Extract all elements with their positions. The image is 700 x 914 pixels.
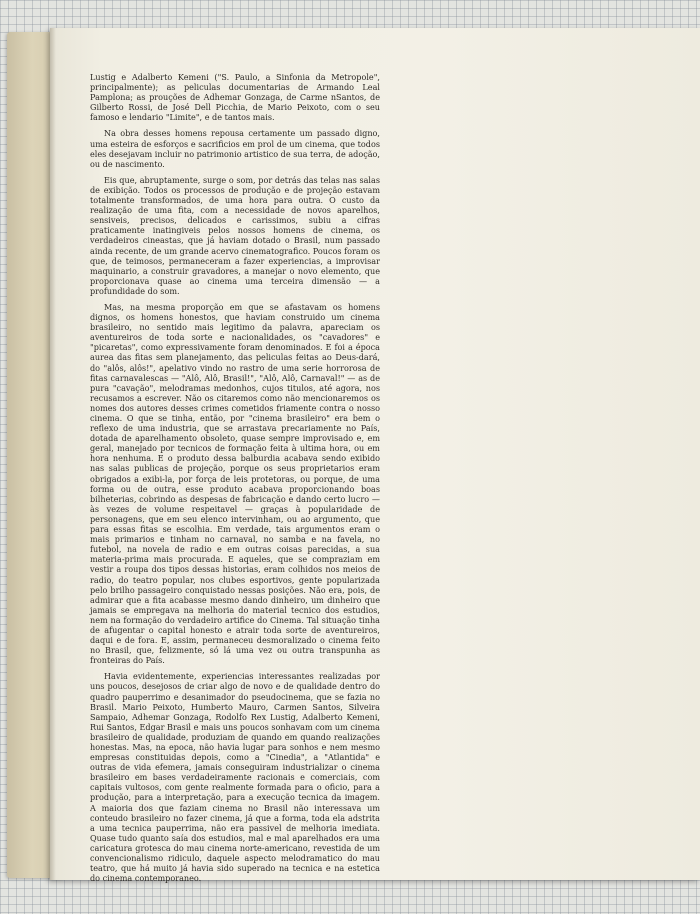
- page-edge-shadow: [50, 28, 56, 880]
- paragraph-3: Eis que, abruptamente, surge o som, por detrás das telas nas salas de exibição. Todos os processos de produção e de projeção estavam totalmente transformados, de uma hora para outra. O custo da realização de uma fita, com a necessidade de novos aparelhos, sensiveis, precisos, delicados e carissimos, subiu a cifras praticamente inatingiveis pelos nossos homens de cinema, os verdadeiros cineastas, que já haviam dotado o Brasil, num passado ainda recente, de um grande acervo cinematografico. Poucos foram os que, de teimosos, permaneceram a fazer experiencias, a improvisar maquinario, a construir gravadores, a manejar o novo elemento, que proporcionava quase ao cinema uma terceira dimensão — a profundidade do som.: [90, 174, 380, 296]
- paragraph-2: Na obra desses homens repousa certamente um passado digno, uma esteira de esforços e sacrificios em prol de um cinema, que todos eles desejavam incluir no patrimonio artistico de sua terra, de adoção, ou de nascimento.: [90, 128, 380, 169]
- text-column: [90, 72, 380, 889]
- paragraph-4: Mas, na mesma proporção em que se afastavam os homens dignos, os homens honestos, que haviam construido um cinema brasileiro, no sentido mais legitimo da palavra, apareciam os aventureiros de toda sorte e nacionalidades, os "cavadores" e "picaretas", como expressivamente foram denominados. E foi a época aurea das fitas sem planejamento, das peliculas feitas ao Deus-dará, do "alôs, alôs!", apelativo vindo no rastro de uma serie horrorosa de fitas carnavalescas — "Alô, Alô, Brasil!", "Alô, Alô, Carnaval!" — as de pura "cavação", melodramas medonhos, cujos titulos, até agora, nos recusamos a escrever. Não os citaremos como não mencionaremos os nomes dos autores desses crimes cometidos friamente contra o nosso cinema. O que se tinha, então, por "cinema brasileiro" era bem o reflexo de uma industria, que se arrastava precariamente no País, dotada de aparelhamento obsoleto, quase sempre improvisado e, em geral, manejado por tecnicos de formação feita à ultima hora, ou em hora nenhuma. E o produto dessa balburdia acabava sendo exibido nas salas publicas de projeção, porque os seus proprietarios eram obrigados a exibi-la, por força de leis protetoras, ou porque, de uma forma ou de outra, esse produto acabava proporcionando boas bilheterias, cobrindo as despesas de fabricação e dando certo lucro — às vezes de volume respeitavel — graças à popularidade de personagens, que em seu elenco intervinham, ou ao argumento, que para essas fitas se escolhia. Em verdade, tais argumentos eram o mais primarios e tinham no carnaval, no samba e na favela, no futebol, na novela de radio e em outras coisas parecidas, a sua materia-prima mais procurada. E aqueles, que se compraziam em vestir a roupa dos tipos dessas historias, eram colhidos nos meios de radio, do teatro popular, nos clubes esportivos, gente popularizada pelo brilho passageiro conquistado nessas posições. Não era, pois, de admirar que a fita acabasse mesmo dando dinheiro, um dinheiro que jamais se empregava na melhoria do material tecnico dos estudios, nem na formação do verdadeiro artifice do Cinema. Tal situação tinha de afugentar o capital honesto e atrair toda sorte de aventureiros, daqui e de fora. E, assim, permaneceu desmoralizado o cinema feito no Brasil, que, felizmente, só lá uma vez ou outra transpunha as fronteiras do País.: [90, 301, 380, 666]
- paragraph-1: Lustig e Adalberto Kemeni ("S. Paulo, a Sinfonia da Metropole", principalmente); as peliculas documentarias de Armando Leal Pamplona; as prouções de Adhemar Gonzaga, de Carme nSantos, de Gilberto Rossi, de José Dell Picchia, de Mario Peixoto, com o seu famoso e lendario "Limite", e de tantos mais.: [90, 72, 380, 123]
- paragraph-5: Havia evidentemente, experiencias interessantes realizadas por uns poucos, desejosos de criar algo de novo e de qualidade dentro do quadro pauperrimo e desanimador do pseudocinema, que se fazia no Brasil. Mario Peixoto, Humberto Mauro, Carmen Santos, Silveira Sampaio, Adhemar Gonzaga, Rodolfo Rex Lustig, Adalberto Kemeni, Rui Santos, Edgar Brasil e mais uns poucos sonhavam com um cinema brasileiro de qualidade, produziam de quando em quando realizações honestas. Mas, na epoca, não havia lugar para sonhos e nem mesmo empresas constituidas depois, como a "Cinedia", a "Atlantida" e outras de vida efemera, jamais conseguiram industrializar o cinema brasileiro em bases verdadeiramente racionais e comerciais, com capitais vultosos, com gente realmente formada para o oficio, para a produção, para a interpretação, para a execução tecnica da imagem. A maioria dos que faziam cinema no Brasil não interessava um conteudo brasileiro no fazer cinema, já que a forma, toda ela adstrita a uma tecnica pauperrima, não era passivel de melhoria imediata. Quase tudo quanto saía dos estudios, mal e mal aparelhados era uma caricatura grotesca do mau cinema norte-americano, revestida de um convencionalismo ridiculo, daquele aspecto melodramatico do mau teatro, que há muito já havia sido superado na tecnica e na estetica do cinema contemporaneo.: [90, 671, 380, 884]
- document-page: [50, 28, 700, 884]
